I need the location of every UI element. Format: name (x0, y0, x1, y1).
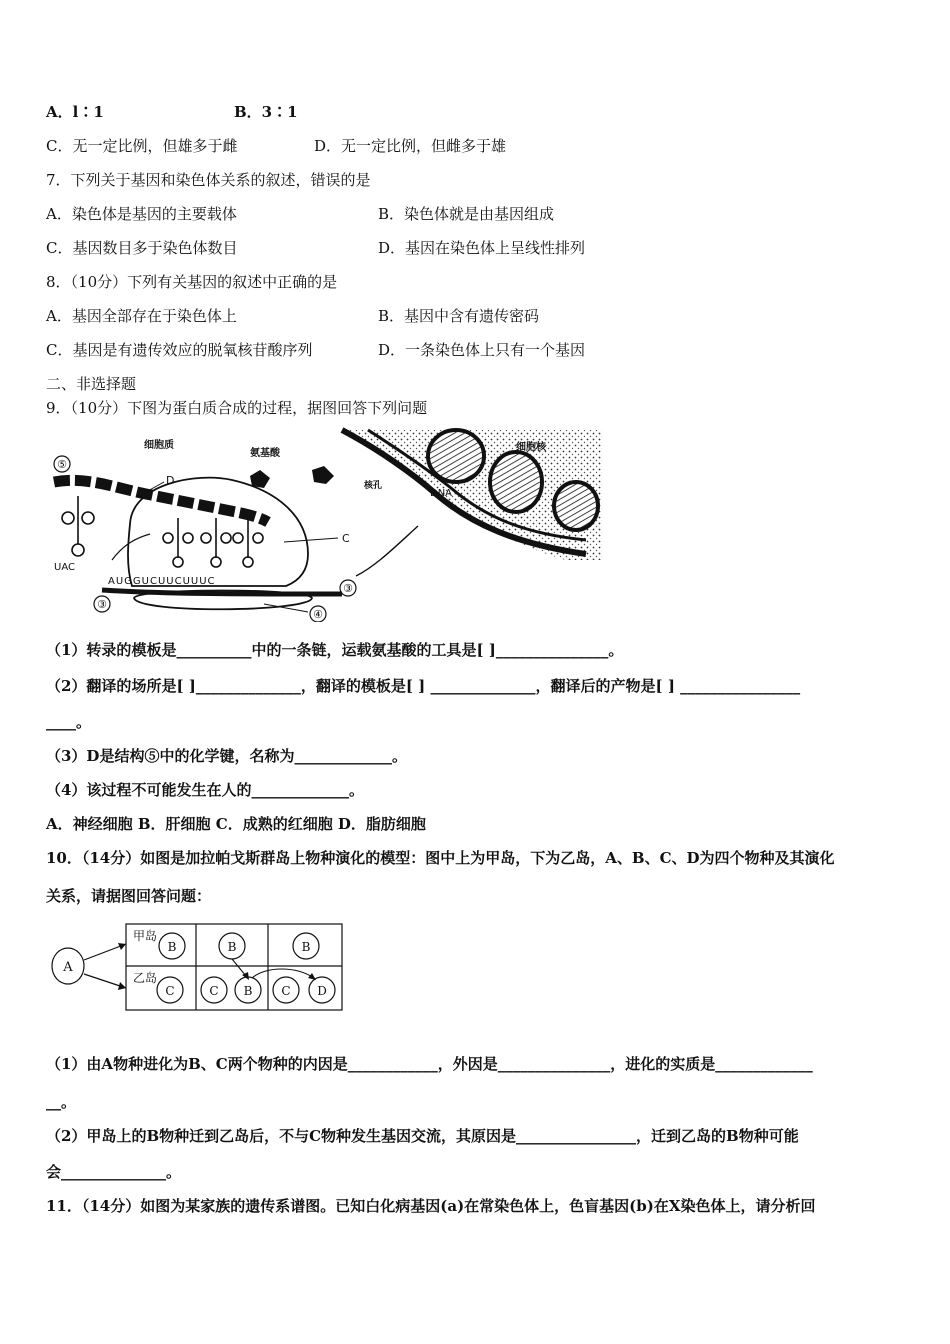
dna-label: DNA (430, 488, 453, 499)
species-label: C (281, 984, 291, 998)
q8-stem: 8．（10分）下列有关基因的叙述中正确的是 (46, 273, 338, 291)
q9-options: A．神经细胞 B．肝细胞 C．成熟的红细胞 D．脂肪细胞 (46, 815, 426, 833)
label-d: D (166, 474, 175, 487)
island-grid (126, 924, 342, 1010)
q7-option-b: B．染色体就是由基因组成 (378, 205, 555, 223)
q11-stem: 11．（14分）如图为某家族的遗传系谱图。已知白化病基因(a)在常染色体上，色盲基因(b)在X染色体上，请分析回 (46, 1197, 816, 1215)
q10-stem-line-1: 10．（14分）如图是加拉帕戈斯群岛上物种演化的模型：图中上为甲岛，下为乙岛，A、B、C、D为四个物种及其演化 (46, 849, 835, 867)
migration-arrow (232, 959, 246, 976)
q9-stem: 9．（10分）下图为蛋白质合成的过程，据图回答下列问题 (46, 399, 428, 417)
nucleus-label: 细胞核 (516, 442, 546, 453)
species-a-label: A (63, 960, 73, 975)
amino-acid-blob (250, 470, 270, 488)
circle-5-label: ⑤ (57, 458, 67, 471)
island-yi-label: 乙岛 (133, 971, 158, 985)
label-c-pointer (284, 538, 338, 542)
species-label: B (301, 940, 311, 954)
trna-in-ribosome (163, 518, 263, 567)
evolution-arrow (252, 969, 314, 978)
arrowhead (308, 973, 316, 980)
island-jia-label: 甲岛 (133, 929, 158, 943)
section-heading: 二、非选择题 (46, 375, 137, 393)
q10-stem-line-2: 关系，请据图回答问题： (46, 887, 212, 905)
q8-option-a: A．基因全部存在于染色体上 (46, 307, 237, 325)
ribosome-large-subunit (128, 478, 308, 586)
q10-part-2: （2）甲岛上的B物种迁到乙岛后，不与C物种发生基因交流，其原因是________________，迁到乙岛的B物种可能 (46, 1127, 799, 1145)
cytoplasm-label: 细胞质 (144, 440, 174, 451)
dna-helix-loop-3 (554, 482, 598, 530)
island-evolution-figure (46, 920, 346, 1016)
circle-3-left-label: ③ (97, 598, 107, 611)
trna-left (62, 496, 94, 556)
q10-part-1: （1）由A物种进化为B、C两个物种的内因是____________，外因是_______________，进化的实质是_____________ (46, 1055, 813, 1073)
circle-4-label: ④ (313, 608, 323, 621)
q6-option-d: D．无一定比例，但雌多于雄 (314, 137, 507, 155)
q8-option-b: B．基因中含有遗传密码 (378, 307, 540, 325)
mrna-exit-arrow (356, 526, 418, 576)
q6-option-b: B．3∶1 (234, 103, 298, 121)
q7-option-c: C．基因数目多于染色体数目 (46, 239, 238, 257)
species-label: B (227, 940, 237, 954)
q7-option-d: D．基因在染色体上呈线性排列 (378, 239, 586, 257)
q9-part-2-cont: ____。 (46, 713, 92, 731)
species-label: B (243, 984, 253, 998)
species-label: C (165, 984, 175, 998)
dna-helix-loop-2 (490, 452, 542, 512)
protein-synthesis-figure (46, 426, 602, 622)
label-c: C (342, 532, 350, 545)
mrna-sequence: AUGGUCUUCUUUC (108, 576, 216, 587)
amino-acid-blob (312, 466, 334, 484)
dna-helix-loop-1 (428, 430, 484, 482)
q8-option-d: D．一条染色体上只有一个基因 (378, 341, 586, 359)
species-label: C (209, 984, 219, 998)
q10-part-2-cont: 会______________。 (46, 1163, 182, 1181)
trna-entry-arrow (112, 534, 150, 560)
q9-part-3: （3）D是结构⑤中的化学键，名称为_____________。 (46, 747, 407, 765)
q8-option-c: C．基因是有遗传效应的脱氧核苷酸序列 (46, 341, 313, 359)
circle-3-right-label: ③ (343, 582, 353, 595)
q9-part-2: （2）翻译的场所是[ ]______________，翻译的模板是[ ] ______________，翻译后的产物是[ ] ________________ (46, 677, 801, 695)
nuclear-pore-label: 核孔 (364, 481, 383, 491)
q7-stem: 7．下列关于基因和染色体关系的叙述，错误的是 (46, 171, 371, 189)
anticodon-label: UAC (54, 562, 75, 573)
amino-acid-label: 氨基酸 (250, 448, 280, 459)
q7-option-a: A．染色体是基因的主要载体 (46, 205, 237, 223)
q6-option-c: C．无一定比例，但雄多于雌 (46, 137, 238, 155)
species-label: D (317, 984, 327, 998)
q9-part-1: （1）转录的模板是__________中的一条链，运载氨基酸的工具是[ ]_______________。 (46, 641, 624, 659)
q6-option-a: A．l∶1 (46, 103, 104, 121)
q10-part-1-cont: __。 (46, 1093, 77, 1111)
species-label: B (167, 940, 177, 954)
q9-part-4: （4）该过程不可能发生在人的_____________。 (46, 781, 364, 799)
arrowhead (118, 982, 126, 990)
